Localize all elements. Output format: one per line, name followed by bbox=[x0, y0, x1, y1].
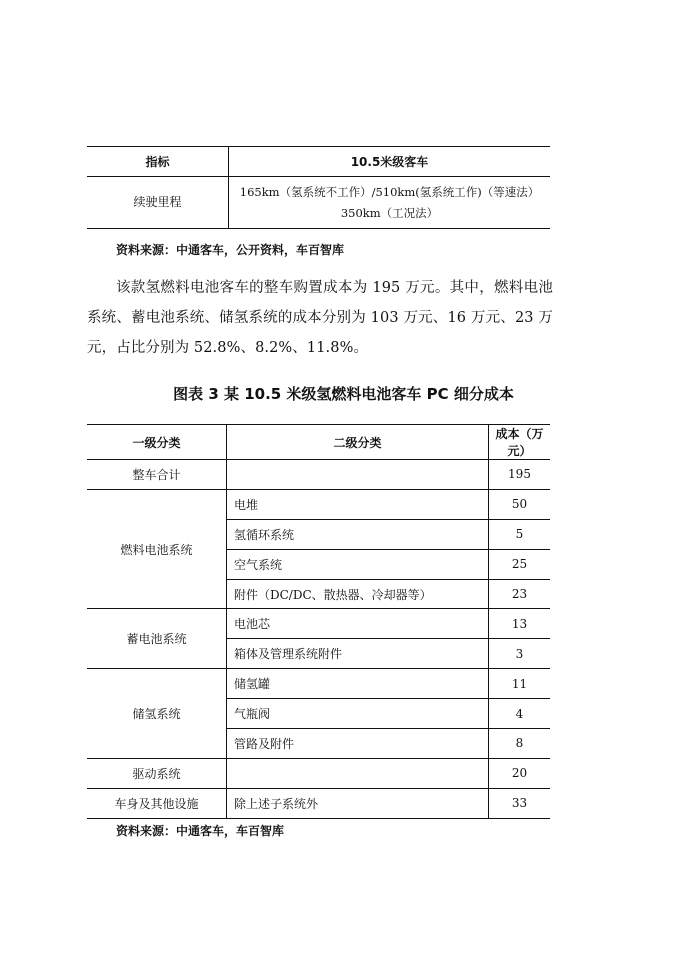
subcategory-cell: 空气系统 bbox=[227, 549, 489, 579]
category-drive: 驱动系统 bbox=[87, 758, 227, 788]
row-label-range: 续驶里程 bbox=[87, 177, 229, 229]
table-row bbox=[87, 788, 550, 818]
range-value-line-1: 165km（氢系统不工作）/510km(氢系统工作)（等速法） bbox=[239, 184, 540, 199]
cost-cell: 4 bbox=[489, 699, 551, 729]
subcategory-cell: 除上述子系统外 bbox=[227, 788, 489, 818]
cost-cell: 23 bbox=[489, 579, 551, 609]
cost-cell: 13 bbox=[489, 609, 551, 639]
subcategory-cell: 气瓶阀 bbox=[227, 699, 489, 729]
row-value-range bbox=[229, 177, 551, 229]
subcategory-cell bbox=[227, 758, 489, 788]
body-paragraph bbox=[87, 273, 553, 363]
range-spec-table bbox=[87, 146, 550, 229]
cost-cell: 5 bbox=[489, 519, 551, 549]
header-level1: 一级分类 bbox=[87, 425, 227, 460]
subcategory-cell: 储氢罐 bbox=[227, 669, 489, 699]
category-hydrogen-storage: 储氢系统 bbox=[87, 669, 227, 759]
subcategory-cell bbox=[227, 460, 489, 490]
category-fuel-cell: 燃料电池系统 bbox=[87, 489, 227, 609]
source-note-2: 资料来源：中通客车，车百智库 bbox=[116, 824, 285, 838]
cost-cell: 50 bbox=[489, 489, 551, 519]
cost-cell: 8 bbox=[489, 729, 551, 759]
header-level2: 二级分类 bbox=[227, 425, 489, 460]
cost-cell: 195 bbox=[489, 460, 551, 490]
subcategory-cell: 管路及附件 bbox=[227, 729, 489, 759]
table-row bbox=[87, 609, 550, 639]
paragraph-text: 该款氢燃料电池客车的整车购置成本为 195 万元。其中，燃料电池系统、蓄电池系统、储氢系统的成本分别为 103 万元、16 万元、23 万元，占比分别为 52.8%、8.2%、11.8%。 bbox=[87, 280, 553, 356]
cost-cell: 3 bbox=[489, 639, 551, 669]
table-header-row bbox=[87, 425, 550, 460]
figure-caption: 图表 3 某 10.5 米级氢燃料电池客车 PC 细分成本 bbox=[173, 385, 514, 403]
cost-cell: 11 bbox=[489, 669, 551, 699]
subcategory-cell: 氢循环系统 bbox=[227, 519, 489, 549]
header-cost: 成本（万元） bbox=[489, 425, 551, 460]
header-bus-model: 10.5米级客车 bbox=[229, 147, 551, 177]
table-row bbox=[87, 489, 550, 519]
table-row bbox=[87, 460, 550, 490]
category-body: 车身及其他设施 bbox=[87, 788, 227, 818]
header-indicator: 指标 bbox=[87, 147, 229, 177]
source-note-1: 资料来源：中通客车，公开资料，车百智库 bbox=[116, 243, 345, 257]
cost-cell: 25 bbox=[489, 549, 551, 579]
cost-cell: 20 bbox=[489, 758, 551, 788]
range-value-line-2: 350km（工况法） bbox=[340, 205, 439, 220]
subcategory-cell: 附件（DC/DC、散热器、冷却器等） bbox=[227, 579, 489, 609]
subcategory-cell: 箱体及管理系统附件 bbox=[227, 639, 489, 669]
subcategory-cell: 电池芯 bbox=[227, 609, 489, 639]
table-row bbox=[87, 669, 550, 699]
table-row bbox=[87, 177, 550, 229]
table-row bbox=[87, 758, 550, 788]
cost-cell: 33 bbox=[489, 788, 551, 818]
category-total: 整车合计 bbox=[87, 460, 227, 490]
category-battery: 蓄电池系统 bbox=[87, 609, 227, 669]
subcategory-cell: 电堆 bbox=[227, 489, 489, 519]
table-header-row bbox=[87, 147, 550, 177]
cost-breakdown-table bbox=[87, 424, 550, 819]
